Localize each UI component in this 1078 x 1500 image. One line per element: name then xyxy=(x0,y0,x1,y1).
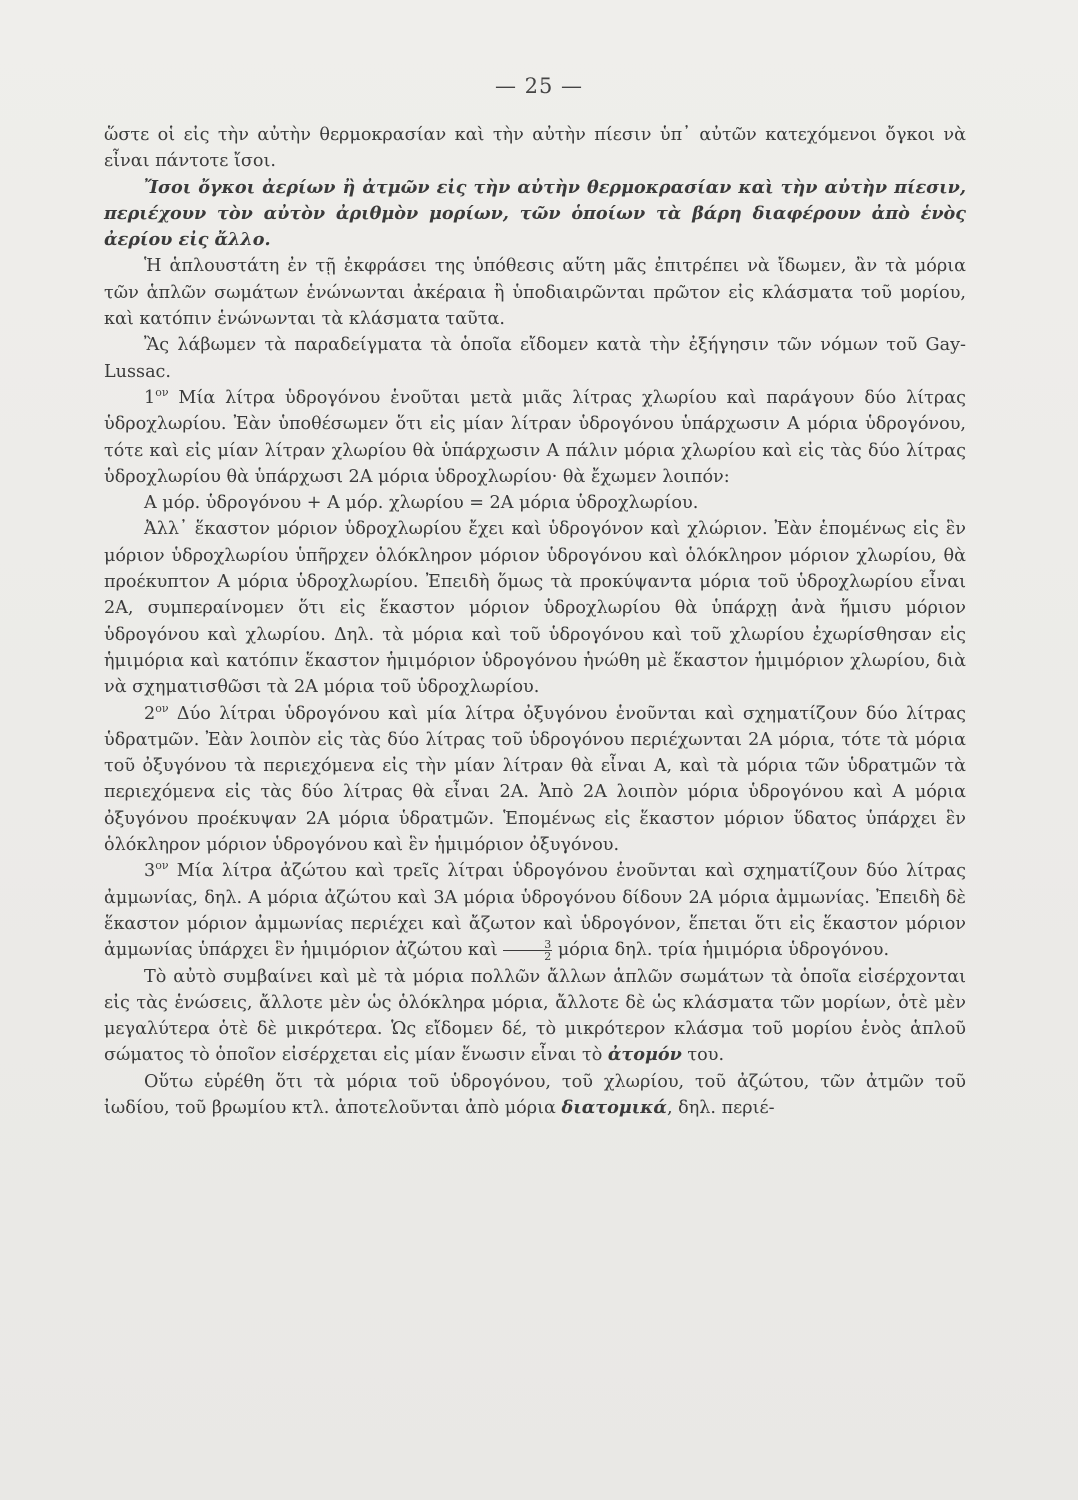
term-atom: ἀτομόν xyxy=(607,1044,682,1066)
formula-hydrochloric: Α μόρ. ὑδρογόνου + Α μόρ. χλωρίου = 2Α μόρια ὑδροχλωρίου. xyxy=(144,493,699,514)
page-number: — 25 — xyxy=(494,74,584,98)
term-diatomic: διατομικά xyxy=(561,1096,667,1118)
example-1-number: 1 xyxy=(144,387,156,408)
paragraph-examples-intro: Ἂς λάβωμεν τὰ παραδείγματα τὰ ὁποῖα εἴδομεν κατὰ τὴν ἐξήγησιν τῶν νόμων τοῦ Gay-Lussac. xyxy=(104,335,966,382)
paragraph-diatomic-text: Οὕτω εὑρέθη ὅτι τὰ μόρια τοῦ ὑδρογόνου, τοῦ χλωρίου, τοῦ ἀζώτου, τῶν ἀτμῶν τοῦ ἰωδίου, τοῦ βρωμίου κτλ. ἀποτελοῦνται ἀπὸ μόρια xyxy=(104,1071,966,1118)
paragraph-atom-tail: του. xyxy=(681,1045,725,1066)
example-2-number: 2 xyxy=(144,703,156,724)
example-2-ordinal: ον xyxy=(155,701,169,715)
example-1 xyxy=(104,385,966,490)
example-1-ordinal: ον xyxy=(155,386,169,400)
paragraph-intro: ὥστε οἱ εἰς τὴν αὐτὴν θερμοκρασίαν καὶ τὴν αὐτὴν πίεσιν ὑπ᾽ αὐτῶν κατεχόμενοι ὄγκοι νὰ εἶναι πάντοτε ἴσοι. xyxy=(104,125,966,172)
example-2-text: Δύο λίτραι ὑδρογόνου καὶ μία λίτρα ὀξυγόνου ἑνοῦνται καὶ σχηματίζουν δύο λίτρας ὑδρατμῶν. Ἐὰν λοιπὸν εἰς τὰς δύο λίτρας τοῦ ὑδρογόνου περιέχωνται 2Α μόρια, τότε τὰ μόρια τοῦ ὀξυγόνου τὰ περιεχόμενα εἰς τὴν μίαν λίτραν θὰ εἶναι Α, καὶ τὰ μόρια τῶν ὑδρατμῶν τὰ περιεχόμενα εἰς τὰς δύο λίτρας θὰ εἶναι 2Α. Ἀπὸ 2Α λοιπὸν μόρια ὑδρογόνου καὶ Α μόρια ὀξυγόνου προέκυψαν 2Α μόρια ὑδρατμῶν. Ἑπομένως εἰς ἕκαστον μόριον ὕδατος ὑπάρχει ἓν ὁλόκληρον μόριον ὑδρογόνου καὶ ἓν ἡμιμόριον ὀξυγόνου. xyxy=(104,703,966,856)
example-3 xyxy=(104,858,966,963)
example-3-text: Μία λίτρα ἀζώτου καὶ τρεῖς λίτραι ὑδρογόνου ἑνοῦνται καὶ σχηματίζουν δύο λίτρας ἀμμωνίας, δηλ. Α μόρια ἀζώτου καὶ 3Α μόρια ὑδρογόνου δίδουν 2Α μόρια ἀμμωνίας. Ἐπειδὴ δὲ ἕκαστον μόριον ἀμμωνίας περιέχει καὶ ἄζωτον καὶ ὑδρογόνον, ἕπεται ὅτι εἰς ἕκαστον μόριον ἀμμωνίας ὑπάρχει ἓν ἡμιμόριον ἀζώτου καὶ xyxy=(104,861,966,961)
example-3-number: 3 xyxy=(144,861,156,882)
example-2 xyxy=(104,701,966,859)
paragraph-hypothesis: Ἡ ἁπλουστάτη ἐν τῇ ἐκφράσει της ὑπόθεσις αὕτη μᾶς ἐπιτρέπει νὰ ἴδωμεν, ἂν τὰ μόρια τῶν ἁπλῶν σωμάτων ἑνώνωνται ἀκέραια ἢ ὑποδιαιρῶνται πρῶτον εἰς κλάσματα τοῦ μορίου, καὶ κατόπιν ἑνώνωνται τὰ κλάσματα ταῦτα. xyxy=(104,256,966,330)
avogadro-law: Ἴσοι ὄγκοι ἀερίων ἢ ἀτμῶν εἰς τὴν αὐτὴν θερμοκρασίαν καὶ τὴν αὐτὴν πίεσιν, περιέχουν τὸν αὐτὸν ἀριθμὸν μορίων, τῶν ὁποίων τὰ βάρη διαφέρουν ἀπὸ ἑνὸς ἀερίου εἰς ἄλλο. xyxy=(104,176,966,251)
paragraph-diatomic-tail: , δηλ. περιέ- xyxy=(666,1097,775,1118)
paragraph-hydrochloric-analysis: Ἀλλ᾽ ἕκαστον μόριον ὑδροχλωρίου ἔχει καὶ ὑδρογόνον καὶ χλώριον. Ἐὰν ἑπομένως εἰς ἓν μόριον ὑδροχλωρίου ὑπῆρχεν ὁλόκληρον μόριον ὑδρογόνου καὶ ὁλόκληρον μόριον χλωρίου, θὰ προέκυπτον Α μόρια ὑδροχλωρίου. Ἐπειδὴ ὅμως τὰ προκύψαντα μόρια τοῦ ὑδροχλωρίου εἶναι 2Α, συμπεραίνομεν ὅτι εἰς ἕκαστον μόριον ὑδροχλωρίου θὰ ὑπάρχῃ ἀνὰ ἥμισυ μόριον ὑδρογόνου καὶ χλωρίου. Δηλ. τὰ μόρια καὶ τοῦ ὑδρογόνου καὶ τοῦ χλωρίου ἐχωρίσθησαν εἰς ἡμιμόρια καὶ κατόπιν ἕκαστον ἡμιμόριον ὑδρογόνου ἡνώθη μὲ ἕκαστον ἡμιμόριον χλωρίου, διὰ νὰ σχηματισθῶσι τὰ 2Α μόρια τοῦ ὑδροχλωρίου. xyxy=(104,519,966,698)
fraction-three-halves xyxy=(503,939,552,962)
paragraph-diatomic xyxy=(104,1069,966,1122)
example-3-ordinal: ον xyxy=(155,859,169,873)
paragraph-atom xyxy=(104,964,966,1069)
paragraph-atom-text: Τὸ αὐτὸ συμβαίνει καὶ μὲ τὰ μόρια πολλῶν ἄλλων ἁπλῶν σωμάτων τὰ ὁποῖα εἰσέρχονται εἰς τὰς ἑνώσεις, ἄλλοτε μὲν ὡς ὁλόκληρα μόρια, ἄλλοτε δὲ ὡς κλάσματα τῶν μορίων, ὁτὲ μὲν μεγαλύτερα ὁτὲ δὲ μικρότερα. Ὡς εἴδομεν δέ, τὸ μικρότερον κλάσμα τοῦ μορίου ἑνὸς ἁπλοῦ σώματος τὸ ὁποῖον εἰσέρχεται εἰς μίαν ἕνωσιν εἶναι τὸ xyxy=(104,966,966,1066)
example-3-tail: μόρια δηλ. τρία ἡμιμόρια ὑδρογόνου. xyxy=(552,940,890,961)
fraction-numerator: 3 xyxy=(503,939,552,951)
fraction-denominator: 2 xyxy=(544,949,552,963)
body-text xyxy=(104,122,966,1121)
example-1-text: Μία λίτρα ὑδρογόνου ἑνοῦται μετὰ μιᾶς λίτρας χλωρίου καὶ παράγουν δύο λίτρας ὑδροχλωρίου. Ἐὰν ὑποθέσωμεν ὅτι εἰς μίαν λίτραν ὑδρογόνου ὑπάρχωσιν Α μόρια ὑδρογόνου, τότε καὶ εἰς μίαν λίτραν χλωρίου θὰ ὑπάρχωσιν Α πάλιν μόρια χλωρίου καὶ εἰς τὰς δύο λίτρας ὑδροχλωρίου θὰ ὑπάρχωσι 2Α μόρια ὑδροχλωρίου· θὰ ἔχωμεν λοιπόν: xyxy=(104,387,966,487)
